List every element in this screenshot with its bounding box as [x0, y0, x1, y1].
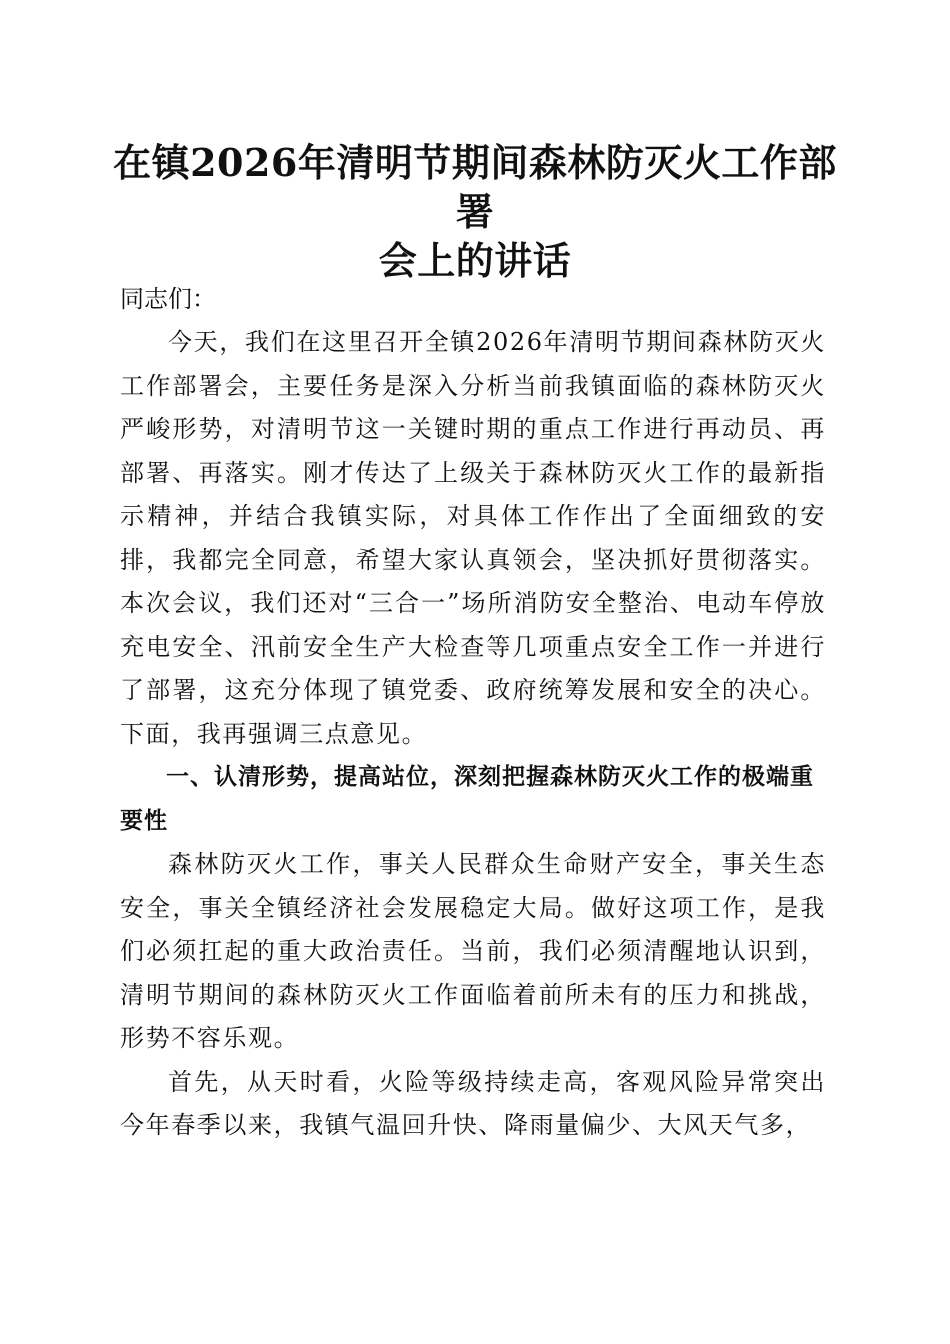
salutation: 同志们： — [120, 285, 216, 313]
title-line-1: 在镇2026年清明节期间森林防灭火工作部署 — [113, 140, 837, 234]
document-body — [120, 278, 826, 1148]
paragraph-first-point: 首先，从天时看，火险等级持续走高，客观风险异常突出今年春季以来，我镇气温回升快、降雨量偏少、大风天气多， — [120, 1067, 826, 1139]
paragraph-section-1: 森林防灭火工作，事关人民群众生命财产安全，事关生态安全，事关全镇经济社会发展稳定大局。做好这项工作，是我们必须扛起的重大政治责任。当前，我们必须清醒地认识到，清明节期间的森林防灭火工作面临着前所未有的压力和挑战，形势不容乐观。 — [120, 850, 826, 1052]
paragraph-intro: 今天，我们在这里召开全镇2026年清明节期间森林防灭火工作部署会，主要任务是深入分析当前我镇面临的森林防灭火严峻形势，对清明节这一关键时期的重点工作进行再动员、再部署、再落实。刚才传达了上级关于森林防灭火工作的最新指示精神，并结合我镇实际，对具体工作作出了全面细致的安排，我都完全同意，希望大家认真领会，坚决抓好贯彻落实。本次会议，我们还对“三合一”场所消防安全整治、电动车停放充电安全、汛前安全生产大检查等几项重点安全工作一并进行了部署，这充分体现了镇党委、政府统筹发展和安全的决心。下面，我再强调三点意见。 — [120, 328, 826, 748]
section-heading-1: 一、认清形势，提高站位，深刻把握森林防灭火工作的极端重要性 — [120, 764, 814, 834]
title-line-2: 会上的讲话 — [378, 238, 572, 283]
document-title — [100, 138, 850, 285]
